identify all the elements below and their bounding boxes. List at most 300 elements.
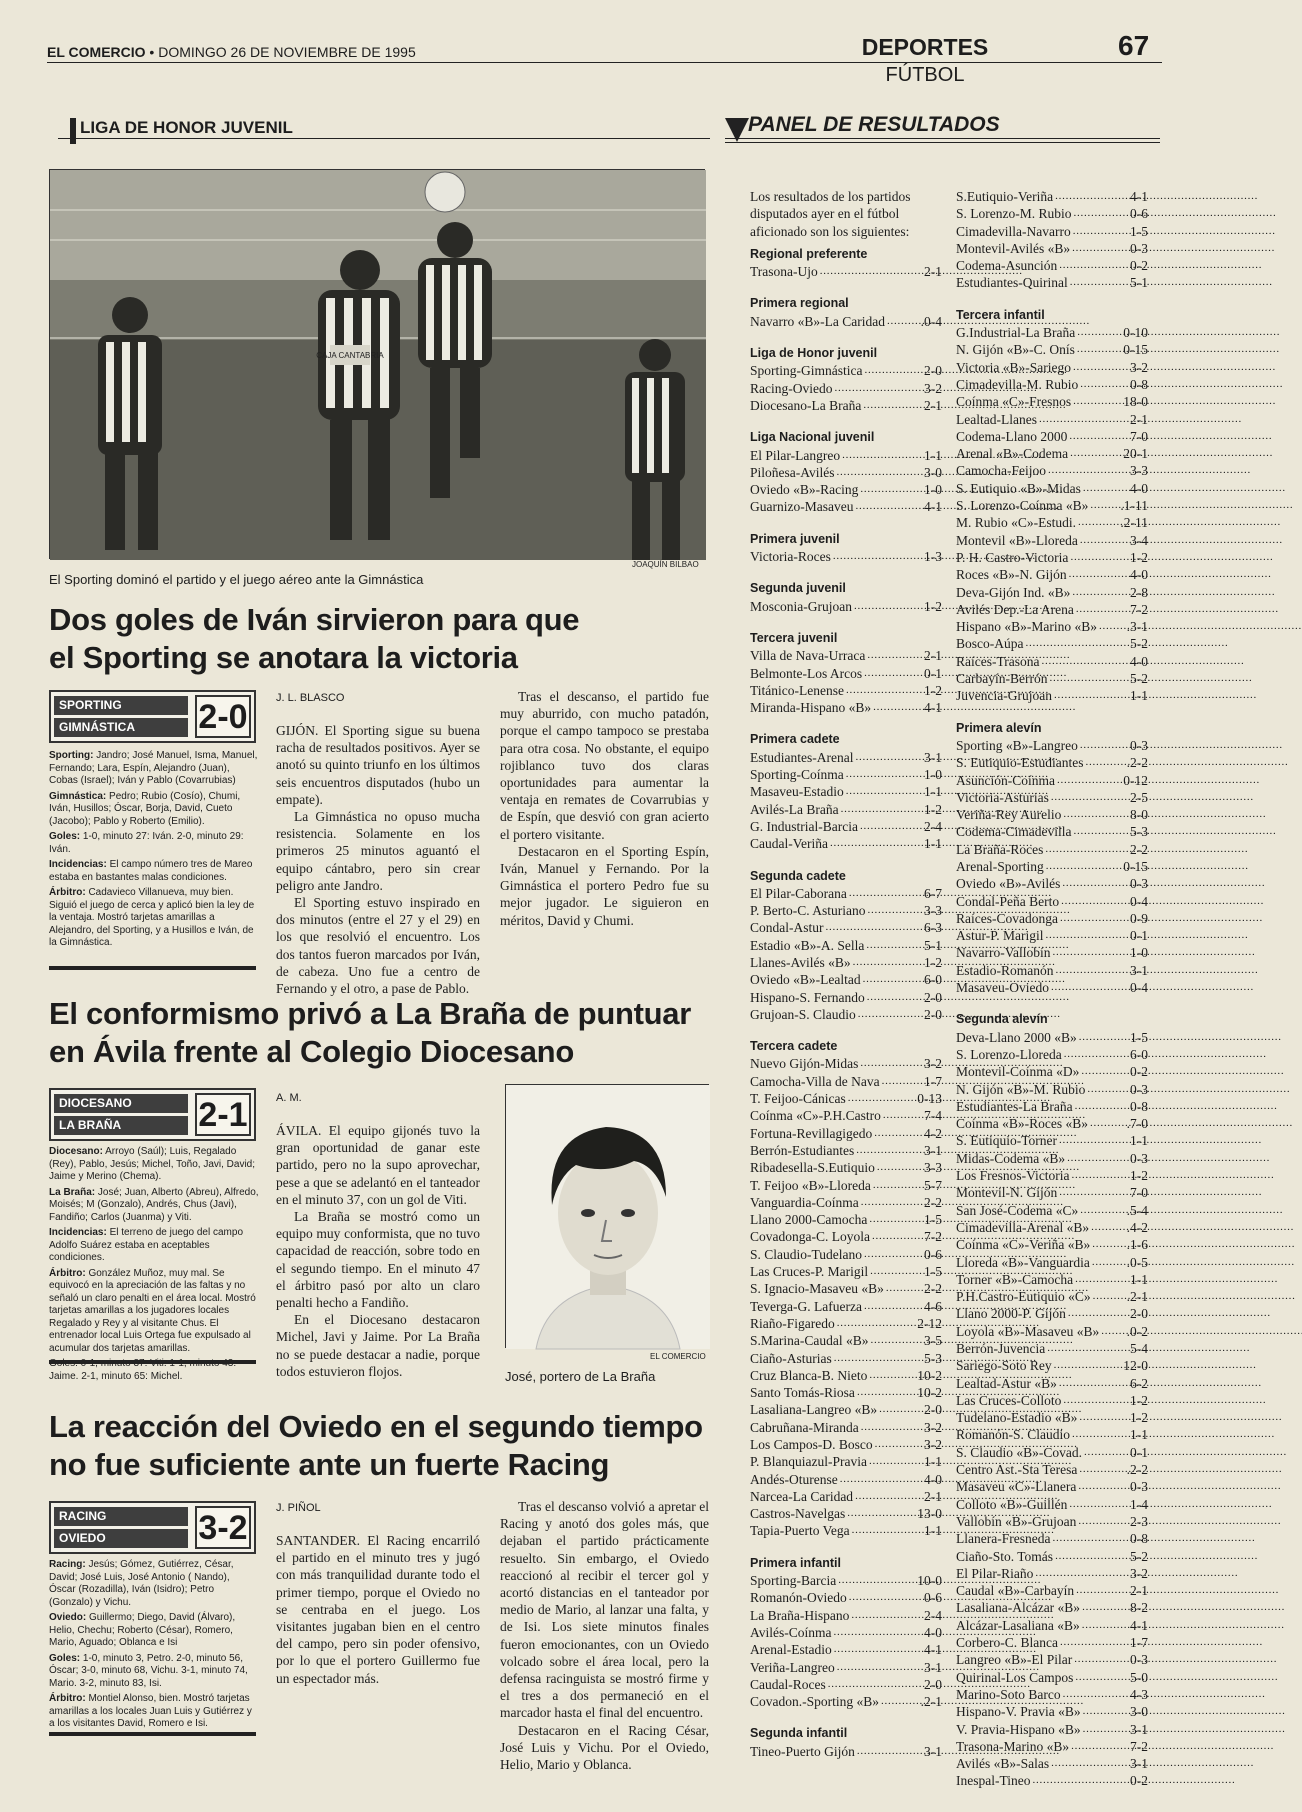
- article3-body-col2: [500, 1498, 709, 1793]
- match-score: 3-1: [1130, 1756, 1148, 1772]
- body-paragraph: GIJÓN. El Sporting sigue su buena racha de resultados positivos. Ayer se anotó su quinto triunfo en los últimos seis encuentros disputados (hubo un empate).: [276, 723, 480, 807]
- match-score: 0-3: [1130, 1150, 1148, 1166]
- result-row: [750, 1107, 942, 1124]
- result-row: [956, 772, 1148, 789]
- article3-body-col1: [276, 1532, 480, 1790]
- match-name: Estadio-Romanón: [956, 962, 1054, 978]
- match-name: Mosconia-Grujoan: [750, 598, 852, 614]
- result-row: [750, 1641, 942, 1658]
- result-row: [956, 1582, 1148, 1599]
- masthead-date: • DOMINGO 26 DE NOVIEMBRE DE 1995: [149, 44, 416, 60]
- match-name: Camocha-Feijoo: [956, 463, 1046, 479]
- match-score: 3-1: [924, 1659, 942, 1675]
- match-name: Avilés-Coínma: [750, 1624, 832, 1640]
- result-row: [750, 902, 942, 919]
- dot-leader: [1045, 841, 1128, 858]
- dot-leader: [1046, 858, 1122, 875]
- match-score: 1-1: [924, 784, 942, 800]
- match-score: 5-1: [1130, 275, 1148, 291]
- photo-credit: EL COMERCIO: [650, 1352, 706, 1361]
- dot-leader: [870, 1263, 922, 1280]
- match-name: Arenal-Estadio: [750, 1642, 832, 1658]
- match-name: Coínma «C»-Fresnos: [956, 394, 1072, 410]
- headline-line: el Sporting se anotara la victoria: [49, 640, 518, 675]
- match-name: Llanes-Avilés «B»: [750, 954, 851, 970]
- match-name: Ciaño-Asturias: [750, 1350, 832, 1366]
- match-score: 1-2: [1130, 1392, 1148, 1408]
- fact-line: [49, 1559, 259, 1609]
- match-score: 1-1: [924, 1523, 942, 1539]
- result-row: [750, 1177, 942, 1194]
- home-team: DIOCESANO: [54, 1094, 188, 1113]
- results-category: Segunda infantil: [750, 1726, 848, 1741]
- result-row: [750, 464, 942, 481]
- match-score: 7-2: [1130, 1738, 1148, 1754]
- match-name: Hispano-S. Fernando: [750, 989, 865, 1005]
- dot-leader: [851, 1607, 922, 1624]
- match-name: Avilés Dep.-La Arena: [956, 601, 1074, 617]
- match-score: 5-2: [1130, 1548, 1148, 1564]
- result-row: [956, 514, 1148, 531]
- match-name: Villa de Nava-Urraca: [750, 648, 866, 664]
- match-name: Condal-Peña Berto: [956, 893, 1060, 909]
- match-score: 3-1: [924, 1743, 942, 1759]
- dot-leader: [826, 919, 923, 936]
- dot-leader: [1075, 1669, 1128, 1686]
- fact-line: [49, 1268, 259, 1356]
- dot-leader: [1072, 1167, 1128, 1184]
- match-score: 3-3: [924, 1160, 942, 1176]
- match-score: 0-15: [1123, 858, 1148, 874]
- fact-value: 1-0, minuto 27: Iván. 2-0, minuto 29: Iván.: [49, 831, 244, 855]
- match-name: Lealtad-Llanes: [956, 411, 1037, 427]
- masthead-left: [47, 44, 416, 60]
- match-score: 2-5: [1130, 789, 1148, 805]
- body-paragraph: SANTANDER. El Racing encarriló el partido en el minuto tres y jugó con más tranquilidad durante todo el primer tiempo, porque el Oviedo no se centraba en el juego. Los visitantes jugaban bien en el centro del campo, pero sin poder ofensivo, por lo que el portero Guillermo fue un espectador más.: [276, 1533, 480, 1686]
- match-name: Estudiantes-La Braña: [956, 1098, 1073, 1114]
- result-row: [750, 1228, 942, 1245]
- result-row: [956, 841, 1148, 858]
- dot-leader: [1079, 1461, 1124, 1478]
- result-row: [956, 274, 1148, 291]
- byline: J. PIÑOL: [276, 1502, 321, 1514]
- match-score: 0-9: [1130, 910, 1148, 926]
- match-score: 1-3: [924, 549, 942, 565]
- match-score: 0-2: [1130, 258, 1148, 274]
- result-row: [956, 480, 1148, 497]
- match-score: 4-1: [1130, 189, 1148, 204]
- result-row: [750, 1315, 942, 1332]
- result-row: [750, 447, 942, 464]
- dot-leader: [1056, 962, 1129, 979]
- match-name: G.Industrial-La Braña: [956, 325, 1076, 341]
- result-row: [956, 1029, 1148, 1046]
- dot-leader: [873, 1177, 922, 1194]
- scoreboard: [49, 1088, 256, 1141]
- match-score: 0-6: [924, 1246, 942, 1262]
- result-row: [750, 548, 942, 565]
- match-score: 3-2: [924, 1437, 942, 1452]
- match-score: 0-6: [1130, 206, 1148, 222]
- result-row: [956, 1496, 1148, 1513]
- fact-line: [49, 859, 259, 884]
- match-name: Montevil-Avilés «B»: [956, 240, 1071, 256]
- match-name: Masaveu-Estadio: [750, 784, 844, 800]
- results-category: Primera regional: [750, 296, 849, 311]
- match-name: Lealtad-Astur «B»: [956, 1375, 1057, 1391]
- dot-leader: [1073, 359, 1128, 376]
- dot-leader: [1060, 910, 1128, 927]
- byline: J. L. BLASCO: [276, 692, 345, 704]
- match-name: Juvencia-Grujoan: [956, 688, 1052, 704]
- result-row: [750, 1006, 942, 1023]
- panel-intro: Los resultados de los partidos disputados ayer en el fútbol aficionado son los siguientes:: [750, 189, 911, 239]
- dot-leader: [834, 1641, 922, 1658]
- result-row: [956, 393, 1148, 410]
- fact-line: [49, 887, 259, 950]
- dot-leader: [1101, 1323, 1124, 1340]
- match-name: Bosco-Aúpa: [956, 636, 1024, 652]
- dot-leader: [1079, 1409, 1128, 1426]
- match-name: Tapia-Puerto Vega: [750, 1523, 850, 1539]
- dot-leader: [1078, 514, 1118, 531]
- match-score: 1-5: [924, 1212, 942, 1228]
- dot-leader: [1068, 1305, 1128, 1322]
- fact-label: Árbitro:: [49, 1693, 86, 1704]
- result-row: [956, 1375, 1148, 1392]
- headline-line: El conformismo privó a La Braña de puntuar: [49, 996, 691, 1031]
- match-name: Titánico-Lenense: [750, 682, 844, 698]
- dot-leader: [1076, 1582, 1128, 1599]
- match-score: .7-0: [1126, 1116, 1148, 1132]
- match-photo: [49, 169, 705, 559]
- match-name: S. Lorenzo-Coínma «B»: [956, 498, 1089, 514]
- dot-leader: [1073, 223, 1128, 240]
- match-score: 2-0: [924, 363, 942, 379]
- result-row: [956, 618, 1148, 635]
- dot-leader: [1052, 1530, 1128, 1547]
- dot-leader: [860, 481, 922, 498]
- dot-leader: [872, 1228, 922, 1245]
- match-score: 2-0: [1130, 1306, 1148, 1322]
- match-score: 4-6: [924, 1298, 942, 1314]
- dot-leader: [1099, 618, 1125, 635]
- result-row: [956, 687, 1148, 704]
- result-row: [750, 835, 942, 852]
- match-score: 0-4: [1130, 980, 1148, 996]
- match-name: Racing-Oviedo: [750, 380, 833, 396]
- match-score: 3-2: [924, 1419, 942, 1435]
- home-team: RACING: [54, 1507, 188, 1526]
- result-row: [750, 971, 942, 988]
- match-score: 18-0: [1123, 394, 1148, 410]
- match-name: P. Berto-C. Asturiano: [750, 903, 866, 919]
- match-name: Estudiantes-Arenal: [750, 749, 854, 765]
- fact-line: [49, 750, 259, 788]
- body-paragraph: Tras el descanso volvió a apretar el Racing y anotó dos goles más, que dejaban el partido prácticamente resuelto. Sin embargo, el Oviedo reaccionó al recibir el tercer gol y acortó distancias en el tanteador por medio de Mario, al lanzar una falta, y de Isi. Los siete minutos finales fueron emocionantes, con un Oviedo volcado sobre el área local, pero la defensa racinguista se mostró firme y el tres a dos permaneció en el marcador hasta el final del encuentro.: [500, 1499, 709, 1721]
- match-score: 2-0: [924, 989, 942, 1005]
- dot-leader: [1087, 1081, 1128, 1098]
- match-name: P.H.Castro-Eutiquio «C»: [956, 1289, 1091, 1305]
- match-score: .2-1: [1126, 1289, 1148, 1305]
- match-name: Riaño-Figaredo: [750, 1315, 835, 1331]
- match-score: 10-2: [917, 1385, 942, 1401]
- result-row: [956, 445, 1148, 462]
- match-score: .2-1: [920, 1694, 942, 1710]
- match-score: 2-0: [924, 1402, 942, 1418]
- result-row: [956, 584, 1148, 601]
- dot-leader: [1067, 1150, 1128, 1167]
- match-name: P. H. Castro-Victoria: [956, 549, 1069, 565]
- match-score: 5-0: [1130, 1669, 1148, 1685]
- result-row: [956, 823, 1148, 840]
- dot-leader: [864, 1298, 922, 1315]
- dot-leader: [856, 1142, 922, 1159]
- match-score: 1-1: [1130, 1133, 1148, 1149]
- match-score: 0-3: [1130, 240, 1148, 256]
- result-row: [750, 481, 942, 498]
- match-facts: [49, 750, 259, 953]
- match-name: Masaveu-Oviedo: [956, 980, 1049, 996]
- dot-leader: [1063, 1686, 1128, 1703]
- match-name: S. Eutiquio-Estudiantes: [956, 755, 1084, 771]
- dot-leader: [1078, 1513, 1128, 1530]
- fact-value: 1-0, minuto 3, Petro. 2-0, minuto 56, Óscar; 3-0, minuto 68, Vichu. 3-1, minuto 74, Mario. 3-2, minuto 83, Isi.: [49, 1652, 248, 1689]
- match-score: 3-3: [924, 903, 942, 919]
- match-name: Victoria-Asturias: [956, 789, 1049, 805]
- match-score: 6-0: [924, 972, 942, 988]
- match-name: Lloreda «B»-Vanguardia: [956, 1254, 1090, 1270]
- match-score: 6-2: [1130, 1375, 1148, 1391]
- body-paragraph: ÁVILA. El equipo gijonés tuvo la gran oportunidad de ganar este partido, pero no la supo aprovechar, pese a que se adelantó en el tanteador en el minuto 37, con un gol de Viti.: [276, 1123, 480, 1207]
- match-name: Montevil «B»-Lloreda: [956, 532, 1078, 548]
- home-team: SPORTING: [54, 696, 188, 715]
- fact-line: [49, 1227, 259, 1265]
- dot-leader: [833, 548, 922, 565]
- dot-leader: [1051, 1755, 1128, 1772]
- match-score: .0-4: [920, 313, 942, 329]
- match-name: La Braña-Roces: [956, 841, 1044, 857]
- match-score: 0-8: [1130, 1098, 1148, 1114]
- match-name: Trasona-Marino «B»: [956, 1738, 1070, 1754]
- match-name: N. Gijón «B»-C. Onís: [956, 342, 1075, 358]
- dot-leader: [834, 1350, 922, 1367]
- match-score: 1-2: [924, 954, 942, 970]
- result-row: [956, 1236, 1148, 1253]
- result-row: [750, 1125, 942, 1142]
- result-row: [956, 1565, 1148, 1582]
- dot-leader: [855, 1488, 922, 1505]
- dot-leader: [1081, 1063, 1128, 1080]
- result-row: [750, 397, 942, 414]
- match-photo-illustration: [50, 170, 706, 560]
- result-row: [956, 188, 1148, 205]
- dot-leader: [1062, 875, 1128, 892]
- result-row: [750, 1298, 942, 1315]
- match-score: 3-2: [924, 380, 942, 396]
- match-score: 2-1: [924, 397, 942, 413]
- results-category: Tercera juvenil: [750, 630, 838, 645]
- match-score: .3-1: [1126, 619, 1148, 635]
- dot-leader: [837, 1315, 916, 1332]
- dot-leader: [1084, 1444, 1128, 1461]
- match-score: .2-2: [1126, 755, 1148, 771]
- photo-credit: JOAQUÍN BILBAO: [632, 560, 699, 569]
- results-category: Primera juvenil: [750, 531, 840, 546]
- results-category: Primera cadete: [750, 732, 840, 747]
- result-row: [956, 754, 1148, 771]
- results-category: Tercera infantil: [956, 307, 1045, 322]
- match-name: P. Blanquiazul-Pravia: [750, 1454, 867, 1470]
- scoreboard: [49, 690, 256, 743]
- dot-leader: [1061, 893, 1128, 910]
- dot-leader: [837, 1659, 922, 1676]
- fact-label: Oviedo:: [49, 1612, 87, 1623]
- match-score: 0-1: [1130, 928, 1148, 944]
- match-name: El Pilar-Caborana: [750, 885, 847, 901]
- result-row: [956, 1721, 1148, 1738]
- match-name: Corbero-C. Blanca: [956, 1635, 1058, 1651]
- dot-leader: [1080, 737, 1128, 754]
- match-name: Llanera-Fresneda: [956, 1531, 1051, 1547]
- match-name: Midas-Codema «B»: [956, 1150, 1066, 1166]
- result-row: [750, 1263, 942, 1280]
- final-score: 2-1: [195, 1093, 251, 1136]
- match-score: 1-1: [924, 1454, 942, 1470]
- final-score: 2-0: [195, 695, 251, 738]
- match-name: S. Claudio-Tudelano: [750, 1246, 863, 1262]
- dot-leader: [1093, 1288, 1125, 1305]
- match-name: Las Cruces-P. Marigil: [750, 1264, 869, 1280]
- result-row: [956, 806, 1148, 823]
- result-row: [956, 1392, 1148, 1409]
- fact-value: Jandro; José Manuel, Isma, Manuel, Fernando; Lara, Espín, Alejandro (Juan), Cobas (Israel); Iván y Pablo (Covarrubias): [49, 750, 258, 786]
- match-score: .2-11: [1120, 515, 1148, 531]
- facts-end-bar: [49, 1732, 256, 1736]
- dot-leader: [853, 954, 922, 971]
- result-row: [956, 1461, 1148, 1478]
- result-row: [956, 532, 1148, 549]
- result-row: [750, 801, 942, 818]
- match-name: Raíces-Trasona: [956, 653, 1040, 669]
- match-name: G. Industrial-Barcia: [750, 818, 858, 834]
- match-score: 4-1: [924, 499, 942, 515]
- dot-leader: [1063, 806, 1128, 823]
- match-name: Ciaño-Sto. Tomás: [956, 1548, 1054, 1564]
- away-team: OVIEDO: [54, 1529, 188, 1548]
- match-facts: [49, 1559, 259, 1734]
- match-name: S.Marina-Caudal «B»: [750, 1333, 869, 1349]
- match-score: 0-3: [1130, 876, 1148, 892]
- result-row: [750, 1194, 942, 1211]
- dot-leader: [860, 818, 922, 835]
- match-score: 1-2: [924, 801, 942, 817]
- match-name: Sporting-Gimnástica: [750, 363, 863, 379]
- match-score: 1-1: [924, 836, 942, 852]
- section-title: LIGA DE HONOR JUVENIL: [80, 118, 293, 137]
- result-row: [750, 1572, 942, 1589]
- result-row: [750, 699, 942, 716]
- match-name: Hispano «B»-Marino «B»: [956, 619, 1097, 635]
- results-category: Primera alevín: [956, 720, 1042, 735]
- final-score: 3-2: [195, 1506, 251, 1549]
- dot-leader: [1072, 1426, 1128, 1443]
- body-paragraph: Destacaron en el Racing César, José Luis y Vichu. Por el Oviedo, Helio, Mario y Oblanca.: [500, 1722, 709, 1773]
- match-name: Oviedo «B»-Lealtad: [750, 972, 861, 988]
- result-row: [956, 428, 1148, 445]
- section-marker: [70, 118, 76, 144]
- dot-leader: [1052, 944, 1128, 961]
- result-row: [750, 1211, 942, 1228]
- match-score: 0-6: [924, 1590, 942, 1606]
- fact-label: Incidencias:: [49, 859, 107, 870]
- fact-line: [49, 1146, 259, 1184]
- match-name: Santo Tomás-Riosa: [750, 1385, 855, 1401]
- match-score: 0-10: [1123, 325, 1148, 341]
- match-name: Coínma «C»-Veriña «B»: [956, 1237, 1091, 1253]
- section-name: DEPORTES: [861, 34, 989, 60]
- dot-leader: [861, 1419, 922, 1436]
- dot-leader: [1035, 1565, 1128, 1582]
- results-category: Liga Nacional juvenil: [750, 430, 875, 445]
- dot-leader: [855, 498, 922, 515]
- match-name: T. Feijoo «B»-Lloreda: [750, 1177, 871, 1193]
- match-score: 2-1: [1130, 1583, 1148, 1599]
- dot-leader: [1059, 1375, 1128, 1392]
- result-row: [750, 818, 942, 835]
- fact-value: Montiel Alonso, bien. Mostró tarjetas amarillas a los locales Juan Luis y Gutiérrez y a los visitantes David, Romero e Isi.: [49, 1693, 252, 1729]
- match-name: El Pilar-Langreo: [750, 447, 841, 463]
- dot-leader: [869, 1211, 922, 1228]
- match-score: 4-1: [924, 700, 942, 716]
- result-row: [956, 1254, 1148, 1271]
- result-row: [956, 910, 1148, 927]
- subsection-name: FÚTBOL: [885, 64, 965, 86]
- match-name: Asunción-Coínma: [956, 772, 1055, 788]
- result-row: [956, 1426, 1148, 1443]
- dot-leader: [1069, 566, 1128, 583]
- match-score: 1-1: [1130, 688, 1148, 704]
- result-row: [956, 359, 1148, 376]
- dot-leader: [855, 749, 922, 766]
- match-name: Lasaliana-Alcázar «B»: [956, 1600, 1081, 1616]
- match-name: S. Eutiquio «B»-Midas: [956, 480, 1081, 496]
- body-paragraph: Tras el descanso, el partido fue muy aburrido, con mucho patadón, porque el campo tampoco se prestaba para otra cosa. No obstante, el equipo rojiblanco tuvo dos claras oportunidades para aumentar la ventaja en remates de Covarrubias y de Espín, que desvió con gran acierto el portero visitante.: [500, 689, 709, 842]
- match-name: Narcea-La Caridad: [750, 1488, 854, 1504]
- result-row: [750, 1280, 942, 1297]
- result-row: [750, 1676, 942, 1693]
- match-score: .2-2: [1126, 1462, 1148, 1478]
- results-category: Segunda juvenil: [750, 581, 846, 596]
- paper-name: EL COMERCIO: [47, 44, 146, 60]
- match-score: 5-2: [1130, 671, 1148, 687]
- dot-leader: [874, 1125, 922, 1142]
- match-score: 1-0: [1130, 945, 1148, 961]
- article2-body: [276, 1122, 480, 1390]
- match-name: Caudal-Veriña: [750, 836, 828, 852]
- result-row: [956, 737, 1148, 754]
- match-name: Veriña-Rey Aurelio: [956, 807, 1062, 823]
- fact-value: Arroyo (Saúl); Luis, Regalado (Rey), Pablo, Jesús; Michel, Toño, Javi, David; Jaime y Merino (Chema).: [49, 1146, 256, 1182]
- match-score: 2-1: [924, 648, 942, 664]
- dot-leader: [847, 1505, 915, 1522]
- match-name: Miranda-Hispano «B»: [750, 700, 872, 716]
- match-score: 13-0: [917, 1506, 942, 1522]
- match-name: Ribadesella-S.Eutiquio: [750, 1160, 875, 1176]
- match-name: Caudal «B»-Carbayín: [956, 1583, 1075, 1599]
- result-row: [956, 1167, 1148, 1184]
- match-score: 4-0: [1130, 653, 1148, 669]
